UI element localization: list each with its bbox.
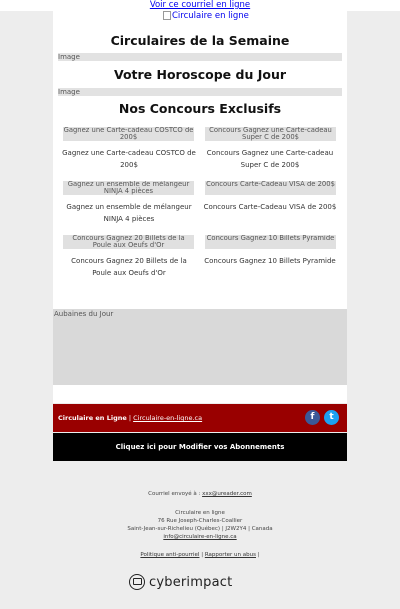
horoscope-title: Votre Horoscope du Jour: [113, 67, 287, 82]
logo-image[interactable]: Circulaire en ligne: [163, 11, 249, 21]
company-street: 76 Rue Joseph-Charles-Coallier: [157, 518, 243, 524]
view-online-link[interactable]: Voir ce courriel en ligne: [149, 0, 251, 10]
company-name: Circulaire en ligne: [175, 510, 225, 516]
contest-image-visa[interactable]: Concours Carte-Cadeau VISA de 200$: [205, 181, 336, 195]
contact-line: [0, 534, 400, 542]
sent-to-line: Courriel envoyé à : xxx@ureader.com: [148, 491, 252, 497]
contest-caption-costco[interactable]: Gagnez une Carte-cadeau COSTCO de 200$: [62, 149, 196, 169]
modify-subscriptions-button[interactable]: Cliquez ici pour Modifier vos Abonnements: [53, 433, 347, 461]
footer-brand-bar: [53, 404, 347, 432]
twitter-icon[interactable]: t: [324, 410, 339, 425]
contest-image-poule[interactable]: Concours Gagnez 20 Billets de la Poule aux Oeufs d'Or: [63, 235, 194, 249]
contact-email-link[interactable]: info@circulaire-en-ligne.ca: [163, 534, 237, 540]
broken-image-icon: [163, 11, 171, 20]
deals-banner[interactable]: Aubaines du Jour: [53, 309, 347, 385]
envelope-icon: [129, 574, 145, 590]
contest-caption-ninja[interactable]: Gagnez un ensemble de mélangeur NINJA 4 pièces: [66, 203, 192, 223]
horoscope-image[interactable]: Image: [58, 88, 342, 96]
legal-links: Politique anti-pourriel | Rapporter un abus |: [140, 552, 260, 558]
facebook-icon[interactable]: f: [305, 410, 320, 425]
cyberimpact-logo[interactable]: cyberimpact: [129, 573, 232, 591]
footer-brand-label: Circulaire en Ligne | Circulaire-en-ligne.ca: [58, 414, 203, 422]
contests-title: Nos Concours Exclusifs: [118, 101, 282, 116]
top-bar: [0, 0, 400, 11]
circulars-title: Circulaires de la Semaine: [110, 33, 290, 48]
contest-image-costco[interactable]: Gagnez une Carte-cadeau COSTCO de 200$: [63, 127, 194, 141]
email-body: [53, 11, 347, 403]
contest-caption-pyramide[interactable]: Concours Gagnez 10 Billets Pyramide: [204, 257, 336, 265]
contest-image-pyramide[interactable]: Concours Gagnez 10 Billets Pyramide: [205, 235, 336, 249]
footer-site-link[interactable]: Circulaire-en-ligne.ca: [133, 414, 203, 422]
company-city: Saint-Jean-sur-Richelieu (Québec) | J2W2Y4 | Canada: [127, 526, 273, 532]
contest-image-ninja[interactable]: Gagnez un ensemble de mélangeur NINJA 4 pièces: [63, 181, 194, 195]
contest-caption-visa[interactable]: Concours Carte-Cadeau VISA de 200$: [203, 203, 337, 211]
anti-spam-policy-link[interactable]: Politique anti-pourriel: [140, 552, 200, 558]
contest-image-superc[interactable]: Concours Gagnez une Carte-cadeau Super C de 200$: [205, 127, 336, 141]
sent-to-email[interactable]: xxx@ureader.com: [202, 491, 252, 497]
circulars-image[interactable]: Image: [58, 53, 342, 61]
contest-caption-poule[interactable]: Concours Gagnez 20 Billets de la Poule aux Oeufs d'Or: [71, 257, 187, 277]
report-abuse-link[interactable]: Rapporter un abus: [204, 552, 256, 558]
contest-caption-superc[interactable]: Concours Gagnez une Carte-cadeau Super C de 200$: [206, 149, 334, 169]
